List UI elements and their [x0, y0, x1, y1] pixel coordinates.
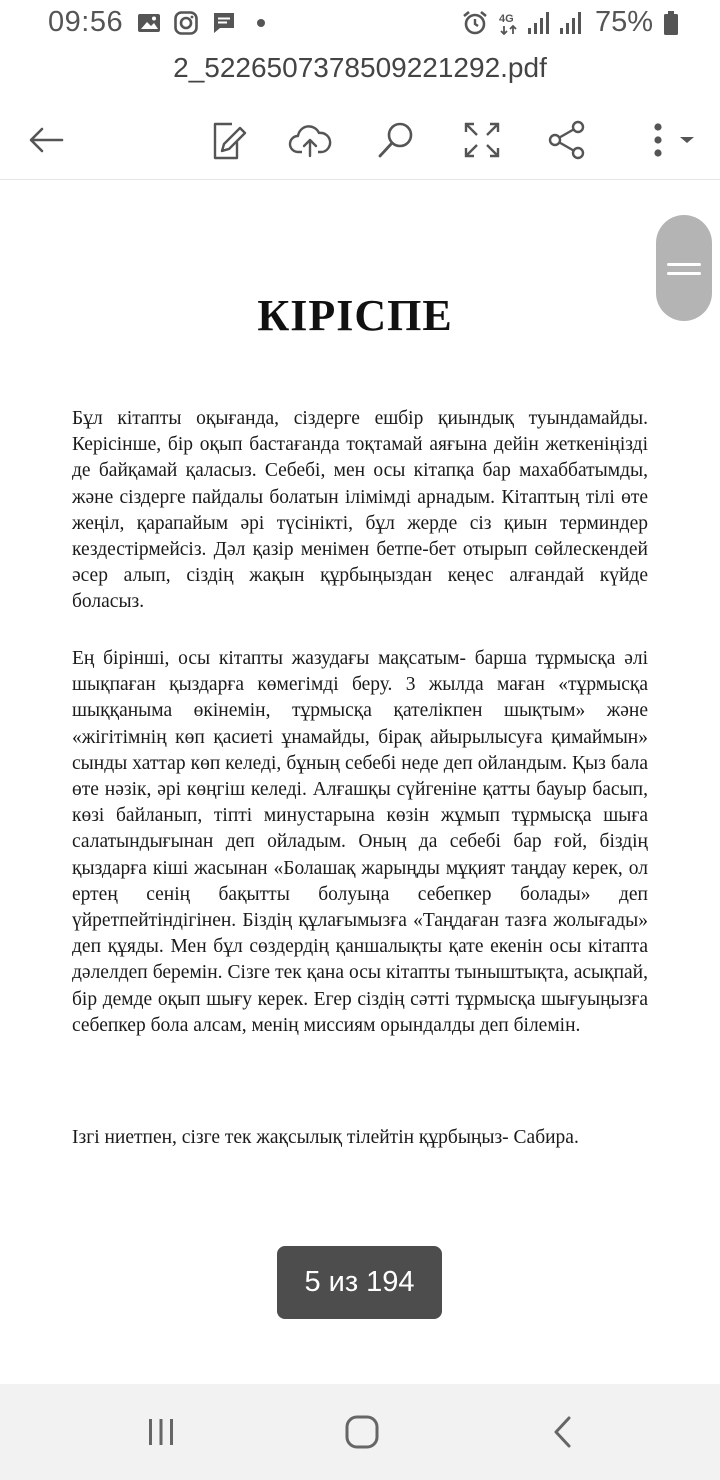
signal-icon — [526, 10, 552, 36]
back-arrow-icon — [24, 118, 68, 162]
dot-icon — [253, 10, 279, 36]
pdf-page[interactable] — [0, 184, 720, 1384]
upload-button[interactable] — [282, 112, 338, 168]
cloud-upload-icon — [288, 118, 332, 162]
network-4g-icon — [498, 10, 524, 36]
home-button[interactable] — [332, 1402, 392, 1462]
share-button[interactable] — [539, 112, 595, 168]
fullscreen-button[interactable] — [454, 112, 510, 168]
edit-button[interactable] — [198, 112, 254, 168]
share-icon — [545, 118, 589, 162]
recent-apps-icon — [141, 1412, 181, 1452]
more-icon — [636, 118, 696, 162]
search-button[interactable] — [368, 112, 424, 168]
back-icon — [544, 1412, 584, 1452]
file-name: 2_5226507378509221292.pdf — [173, 52, 547, 83]
back-button[interactable] — [18, 112, 74, 168]
fullscreen-icon — [460, 118, 504, 162]
recent-apps-button[interactable] — [131, 1402, 191, 1462]
signal-icon — [558, 10, 584, 36]
edit-icon — [204, 118, 248, 162]
page-heading: КІРІСПЕ — [257, 291, 453, 340]
battery-icon — [658, 10, 684, 36]
image-icon — [136, 10, 162, 36]
instagram-icon — [173, 10, 199, 36]
message-icon — [211, 10, 237, 36]
scroll-handle-line — [667, 263, 701, 266]
paragraph: Ізгі ниетпен, сізге тек жақсылық тілейтін құрбыңыз- Сабира. — [72, 1127, 579, 1148]
page-indicator: 5 из 194 — [277, 1246, 442, 1319]
paragraph: Бұл кітапты оқығанда, сіздерге ешбір қиындық туындамайды. Керісінше, бір оқып бастағанда тоқтамай аяғына дейін жеткеніңізді де байқамай қаласыз. Себебі, мен осы кітапқа бар махаббатымды, және сіздерге пайдалы болатын ілімімді арнадым. Кітаптың тілі өте жеңіл, қарапайым әрі түсінікті, бұл жерде сіз қиын терминдер кездестірмейсіз. Дәл қазір менімен бетпе-бет отырып сөйлескендей әсер алып, сіздің жақын құрбыңыздан кеңес алғандай күйде боласыз. — [72, 408, 648, 613]
navigation-bar — [0, 1384, 720, 1480]
alarm-icon — [462, 10, 488, 36]
system-back-button[interactable] — [534, 1402, 594, 1462]
home-icon — [342, 1412, 382, 1452]
battery-percentage: 75% — [595, 6, 654, 38]
svg-text:4G: 4G — [499, 13, 514, 25]
more-options-button[interactable] — [632, 112, 700, 168]
paragraph: Ең бірінші, осы кітапты жазудағы мақсатым- барша тұрмысқа әлі шықпаған қыздарға көмегімді беру. 3 жылда маған «тұрмысқа шыққаныма өкінемін, тұрмысқа қателікпен шықтым» және «жігітімнің көп қасиеті ұнамайды, бірақ айырылысуға қимаймын» сынды хаттар көп келеді, бұның себебі неде деп ойландым. Қыз бала өте нәзік, әрі көңгіш келеді. Алғашқы сүйгеніне қатты бауыр басып, көзі байланып, тіпті минустарына көзін жұмып тұрмысқа шыға салатындығынан деп ойладым. Оның да себебі бар ғой, біздің қыздарға кіші жасынан «Болашақ жарыңды мұқият таңдау керек, ол ертең сенің бақытты болуыңа себепкер болады» деп үйретпейтіндігінен. Біздің құлағымызға «Таңдаған тазға жолығады» деп құяды. Мен бұл сөздердің қаншалықты қате екенін осы кітапта дәлелдеп беремін. Сізге тек қана осы кітапты тыныштықта, асықпай, бір демде оқып шығу керек. Егер сіздің сәтті тұрмысқа шығуыңызға себепкер бола алсам, менің миссиям орындалды деп білемін. — [72, 648, 648, 1036]
toolbar — [0, 100, 720, 180]
status-time: 09:56 — [48, 6, 124, 38]
status-bar — [0, 0, 720, 48]
fast-scroll-handle[interactable] — [656, 215, 712, 321]
scroll-handle-line — [667, 272, 701, 275]
search-icon — [374, 118, 418, 162]
